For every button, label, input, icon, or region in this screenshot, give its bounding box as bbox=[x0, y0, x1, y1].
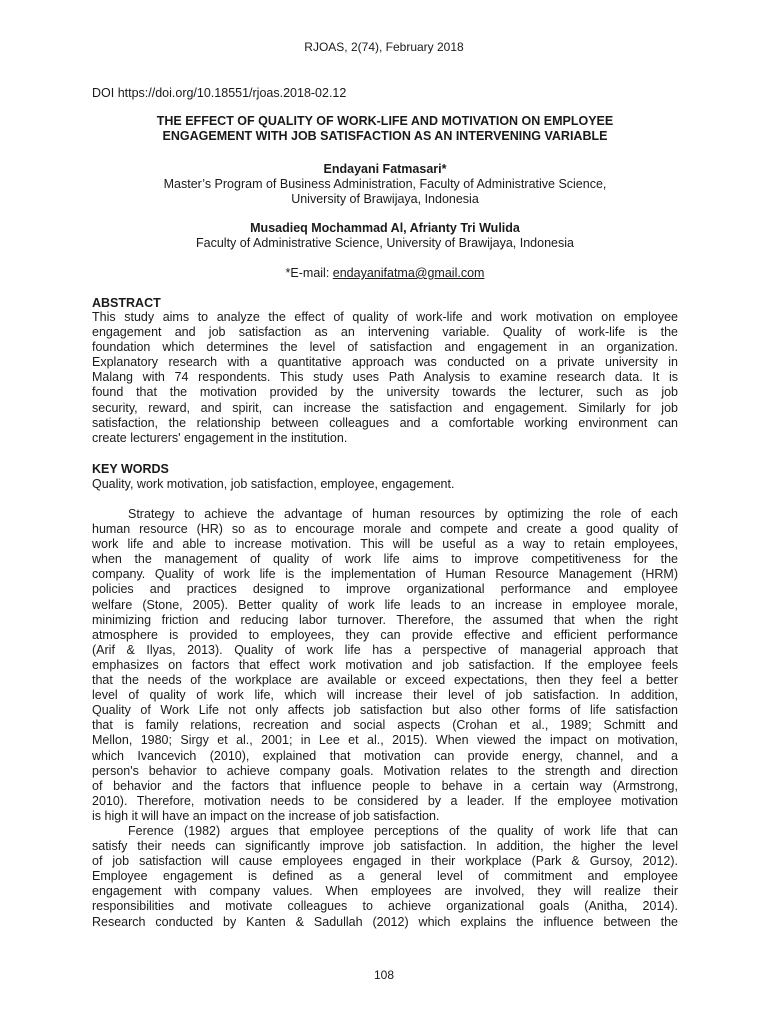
first-author-affiliation-line: Master’s Program of Business Administration, Faculty of Administrative Science, bbox=[163, 177, 607, 191]
abstract-line: Explanatory research with a quantitative approach was conducted on a private university in bbox=[92, 355, 678, 370]
running-header: RJOAS, 2(74), February 2018 bbox=[304, 40, 464, 54]
body-line: Quality of Work Life not only affects job satisfaction but also other forms of life satisfaction bbox=[92, 703, 678, 718]
second-authors-affiliation-line: Faculty of Administrative Science, University of Brawijaya, Indonesia bbox=[196, 236, 574, 250]
keywords-heading: KEY WORDS bbox=[92, 462, 169, 476]
body-paragraph-1 bbox=[92, 507, 678, 930]
body-line: of job satisfaction will cause employees engaged in their workplace (Park & Gursoy, 2012). bbox=[92, 854, 678, 869]
body-line: satisfy their needs can significantly improve job satisfaction. In addition, the higher the level bbox=[92, 839, 678, 854]
body-line: (Arif & Ilyas, 2013). Quality of work life has a perspective of managerial approach that bbox=[92, 642, 678, 657]
email-link[interactable]: endayanifatma@gmail.com bbox=[332, 266, 485, 280]
abstract-line: Malang with 74 respondents. This study uses Path Analysis to examine research data. It is bbox=[92, 370, 678, 385]
abstract-line: create lecturers' engagement in the institution. bbox=[92, 430, 348, 445]
body-line: company. Quality of work life is the implementation of Human Resource Management (HRM) bbox=[92, 567, 678, 582]
abstract-text bbox=[92, 310, 678, 446]
body-line: 2010). Therefore, motivation needs to be considered by a leader. If the employee motivation bbox=[92, 793, 678, 808]
abstract-line: satisfaction, the relationship between colleagues and a comfortable working environment can bbox=[92, 415, 678, 430]
abstract-line: found that the motivation provided by the university towards the lecturer, such as job bbox=[92, 385, 678, 400]
keywords-text bbox=[92, 477, 678, 492]
body-line: that is family relations, recreation and social aspects (Crohan et al., 1989; Schmitt and bbox=[92, 718, 678, 733]
body-line: responsibilities and motivate colleagues to achieve organizational goals (Anitha, 2014). bbox=[92, 899, 678, 914]
contact-email-line bbox=[92, 266, 678, 281]
paper-title bbox=[92, 114, 678, 144]
body-line: person's behavior to achieve company goals. Motivation relates to the strength and direction bbox=[92, 763, 678, 778]
body-line: of behavior and the factors that influence people to behave in a certain way (Armstrong, bbox=[92, 778, 678, 793]
abstract-line: foundation which determines the level of satisfaction and engagement in an organization. bbox=[92, 340, 678, 355]
body-line: which Ivancevich (2010), explained that motivation can provide energy, channel, and a bbox=[92, 748, 678, 763]
body-line: human resource (HR) so as to encourage morale and compete and create a good quality of bbox=[92, 522, 678, 537]
page-number: 108 bbox=[373, 968, 395, 982]
body-line: Ference (1982) argues that employee perceptions of the quality of work life that can bbox=[128, 823, 678, 838]
body-line: minimizing friction and reducing labor turnover. Therefore, the assumed that when the right bbox=[92, 612, 678, 627]
keywords-line: Quality, work motivation, job satisfaction, employee, engagement. bbox=[92, 477, 455, 491]
second-authors-names: Musadieq Mochammad Al, Afrianty Tri Wulida bbox=[250, 221, 520, 235]
body-line: Strategy to achieve the advantage of human resources by optimizing the role of each bbox=[128, 507, 678, 521]
second-authors-block bbox=[92, 221, 678, 251]
first-author-name: Endayani Fatmasari* bbox=[323, 162, 447, 176]
body-line: atmosphere is provided to employees, they can provide effective and efficient performance bbox=[92, 627, 678, 642]
first-author-block bbox=[92, 162, 678, 207]
title-line: ENGAGEMENT WITH JOB SATISFACTION AS AN INTERVENING VARIABLE bbox=[162, 129, 608, 143]
body-line: emphasizes on factors that effect work motivation and job satisfaction. If the employee feels bbox=[92, 657, 678, 672]
body-line: welfare (Stone, 2005). Better quality of work life leads to an increase in employee morale, bbox=[92, 597, 678, 612]
body-line: Mellon, 1980; Sirgy et al., 2001; in Lee et al., 2015). When viewed the impact on motivation, bbox=[92, 733, 678, 748]
body-line: that the needs of the workplace are available or exceed expectations, then they feel a better bbox=[92, 673, 678, 688]
abstract-heading: ABSTRACT bbox=[92, 296, 161, 310]
body-line: level of quality of work life, which will increase their level of job satisfaction. In addition, bbox=[92, 688, 678, 703]
abstract-line: security, reward, and spirit, can increase the satisfaction and engagement. Similarly for job bbox=[92, 400, 678, 415]
title-line: THE EFFECT OF QUALITY OF WORK-LIFE AND MOTIVATION ON EMPLOYEE bbox=[156, 114, 614, 128]
abstract-line: This study aims to analyze the effect of quality of work-life and work motivation on employee bbox=[92, 310, 678, 324]
body-line: work life and able to increase motivation. This will be useful as a way to retain employees, bbox=[92, 537, 678, 552]
body-line: Employee engagement is defined as a general level of commitment and employee bbox=[92, 869, 678, 884]
body-line: when the management of quality of work life aims to improve competitiveness for the bbox=[92, 552, 678, 567]
abstract-line: engagement and job satisfaction as an intervening variable. Quality of work-life is the bbox=[92, 325, 678, 340]
doi-line: DOI https://doi.org/10.18551/rjoas.2018-02.12 bbox=[92, 86, 347, 100]
body-line: Research conducted by Kanten & Sadullah (2012) which explains the influence between the bbox=[92, 914, 678, 929]
body-line: is high it will have an impact on the increase of job satisfaction. bbox=[92, 808, 440, 823]
email-label: *E-mail: bbox=[285, 266, 333, 280]
first-author-affiliation-line: University of Brawijaya, Indonesia bbox=[291, 192, 479, 206]
body-line: policies and practices designed to improve organizational performance and employee bbox=[92, 582, 678, 597]
body-line: engagement with company values. When employees are involved, they will realize their bbox=[92, 884, 678, 899]
